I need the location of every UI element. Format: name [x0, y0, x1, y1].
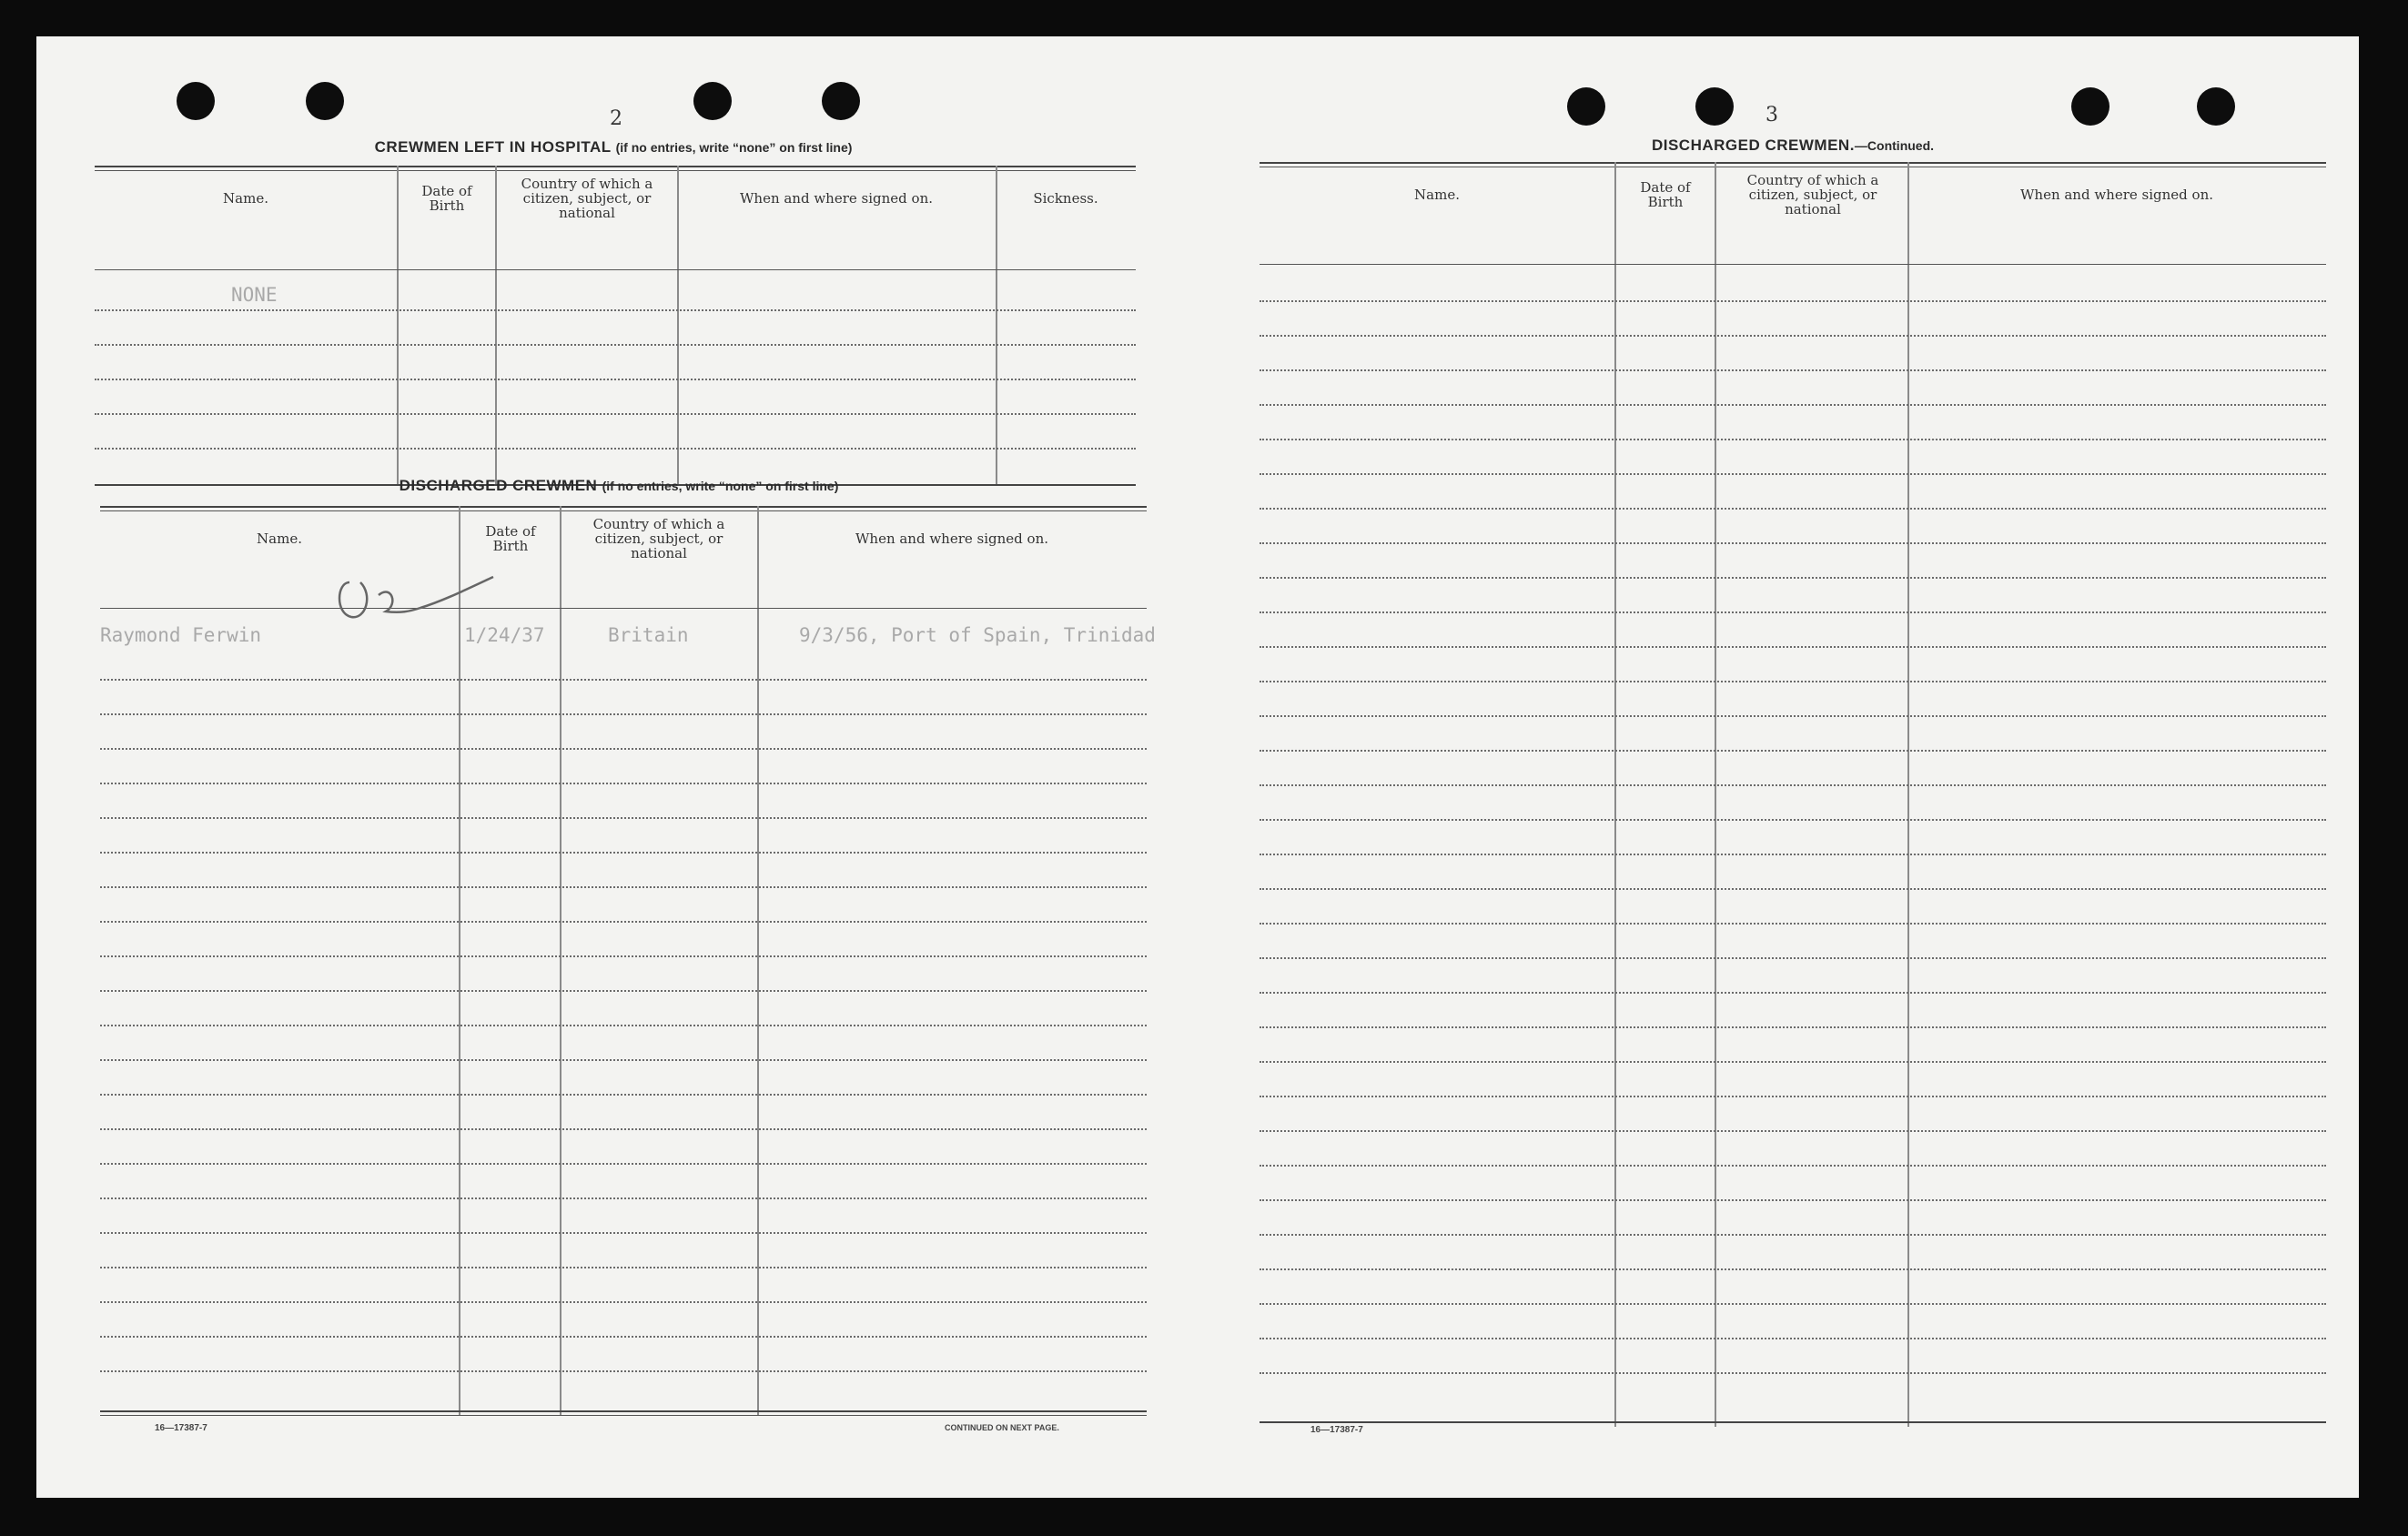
- right-title-text: DISCHARGED CREWMEN.: [1651, 136, 1855, 154]
- hospital-entry-name: NONE: [231, 284, 278, 306]
- right-title-suffix: —Continued.: [1854, 138, 1935, 153]
- right-form-number: 16—17387-7: [1310, 1425, 1363, 1435]
- hospital-section-title: [95, 138, 1132, 157]
- discharged-table: [100, 506, 1156, 1416]
- hospital-table: [95, 166, 1136, 486]
- right-section-title: [1256, 136, 2330, 155]
- right-col-country: Country of which a citizen, subject, or national: [1746, 172, 1879, 217]
- punch-hole: [1567, 87, 1605, 126]
- right-page-number: 3: [1766, 104, 1778, 126]
- right-col-signed: When and where signed on.: [2019, 187, 2213, 203]
- discharged-col-signed: When and where signed on.: [855, 531, 1048, 547]
- right-col-name: Name.: [1414, 187, 1460, 203]
- continued-note: CONTINUED ON NEXT PAGE.: [945, 1423, 1059, 1432]
- punch-hole: [2071, 87, 2110, 126]
- hospital-col-name: Name.: [223, 190, 268, 207]
- hospital-col-sickness: Sickness.: [1033, 190, 1098, 207]
- hospital-title-text: CREWMEN LEFT IN HOSPITAL: [374, 138, 612, 156]
- right-col-dob: Date of Birth: [1640, 179, 1691, 210]
- punch-hole: [177, 82, 215, 120]
- hospital-col-country: Country of which a citizen, subject, or national: [521, 176, 653, 221]
- left-form-number: 16—17387-7: [155, 1423, 207, 1433]
- discharged-title-note: (if no entries, write “none” on first line): [602, 479, 839, 493]
- discharged-section-title: [100, 477, 1138, 495]
- hospital-col-signed: When and where signed on.: [739, 190, 933, 207]
- hospital-title-note: (if no entries, write “none” on first line): [615, 140, 853, 155]
- punch-hole: [306, 82, 344, 120]
- punch-hole: [822, 82, 860, 120]
- hospital-col-dob: Date of Birth: [421, 183, 472, 214]
- discharged-entry-signed: 9/3/56, Port of Spain, Trinidad: [799, 624, 1156, 646]
- left-page-number: 2: [610, 107, 622, 130]
- discharged-title-text: DISCHARGED CREWMEN: [399, 477, 598, 494]
- punch-hole: [2197, 87, 2235, 126]
- punch-hole: [693, 82, 732, 120]
- discharged-entry-country: Britain: [608, 624, 689, 646]
- document-page: [36, 36, 2359, 1498]
- discharged-col-name: Name.: [257, 531, 302, 547]
- right-discharged-table: [1260, 162, 2326, 1427]
- discharged-entry-name: Raymond Ferwin: [100, 624, 262, 646]
- discharged-col-dob: Date of Birth: [485, 523, 536, 554]
- punch-hole: [1695, 87, 1734, 126]
- discharged-entry-dob: 1/24/37: [464, 624, 545, 646]
- handwritten-check-mark: [333, 562, 515, 635]
- discharged-col-country: Country of which a citizen, subject, or national: [592, 516, 725, 561]
